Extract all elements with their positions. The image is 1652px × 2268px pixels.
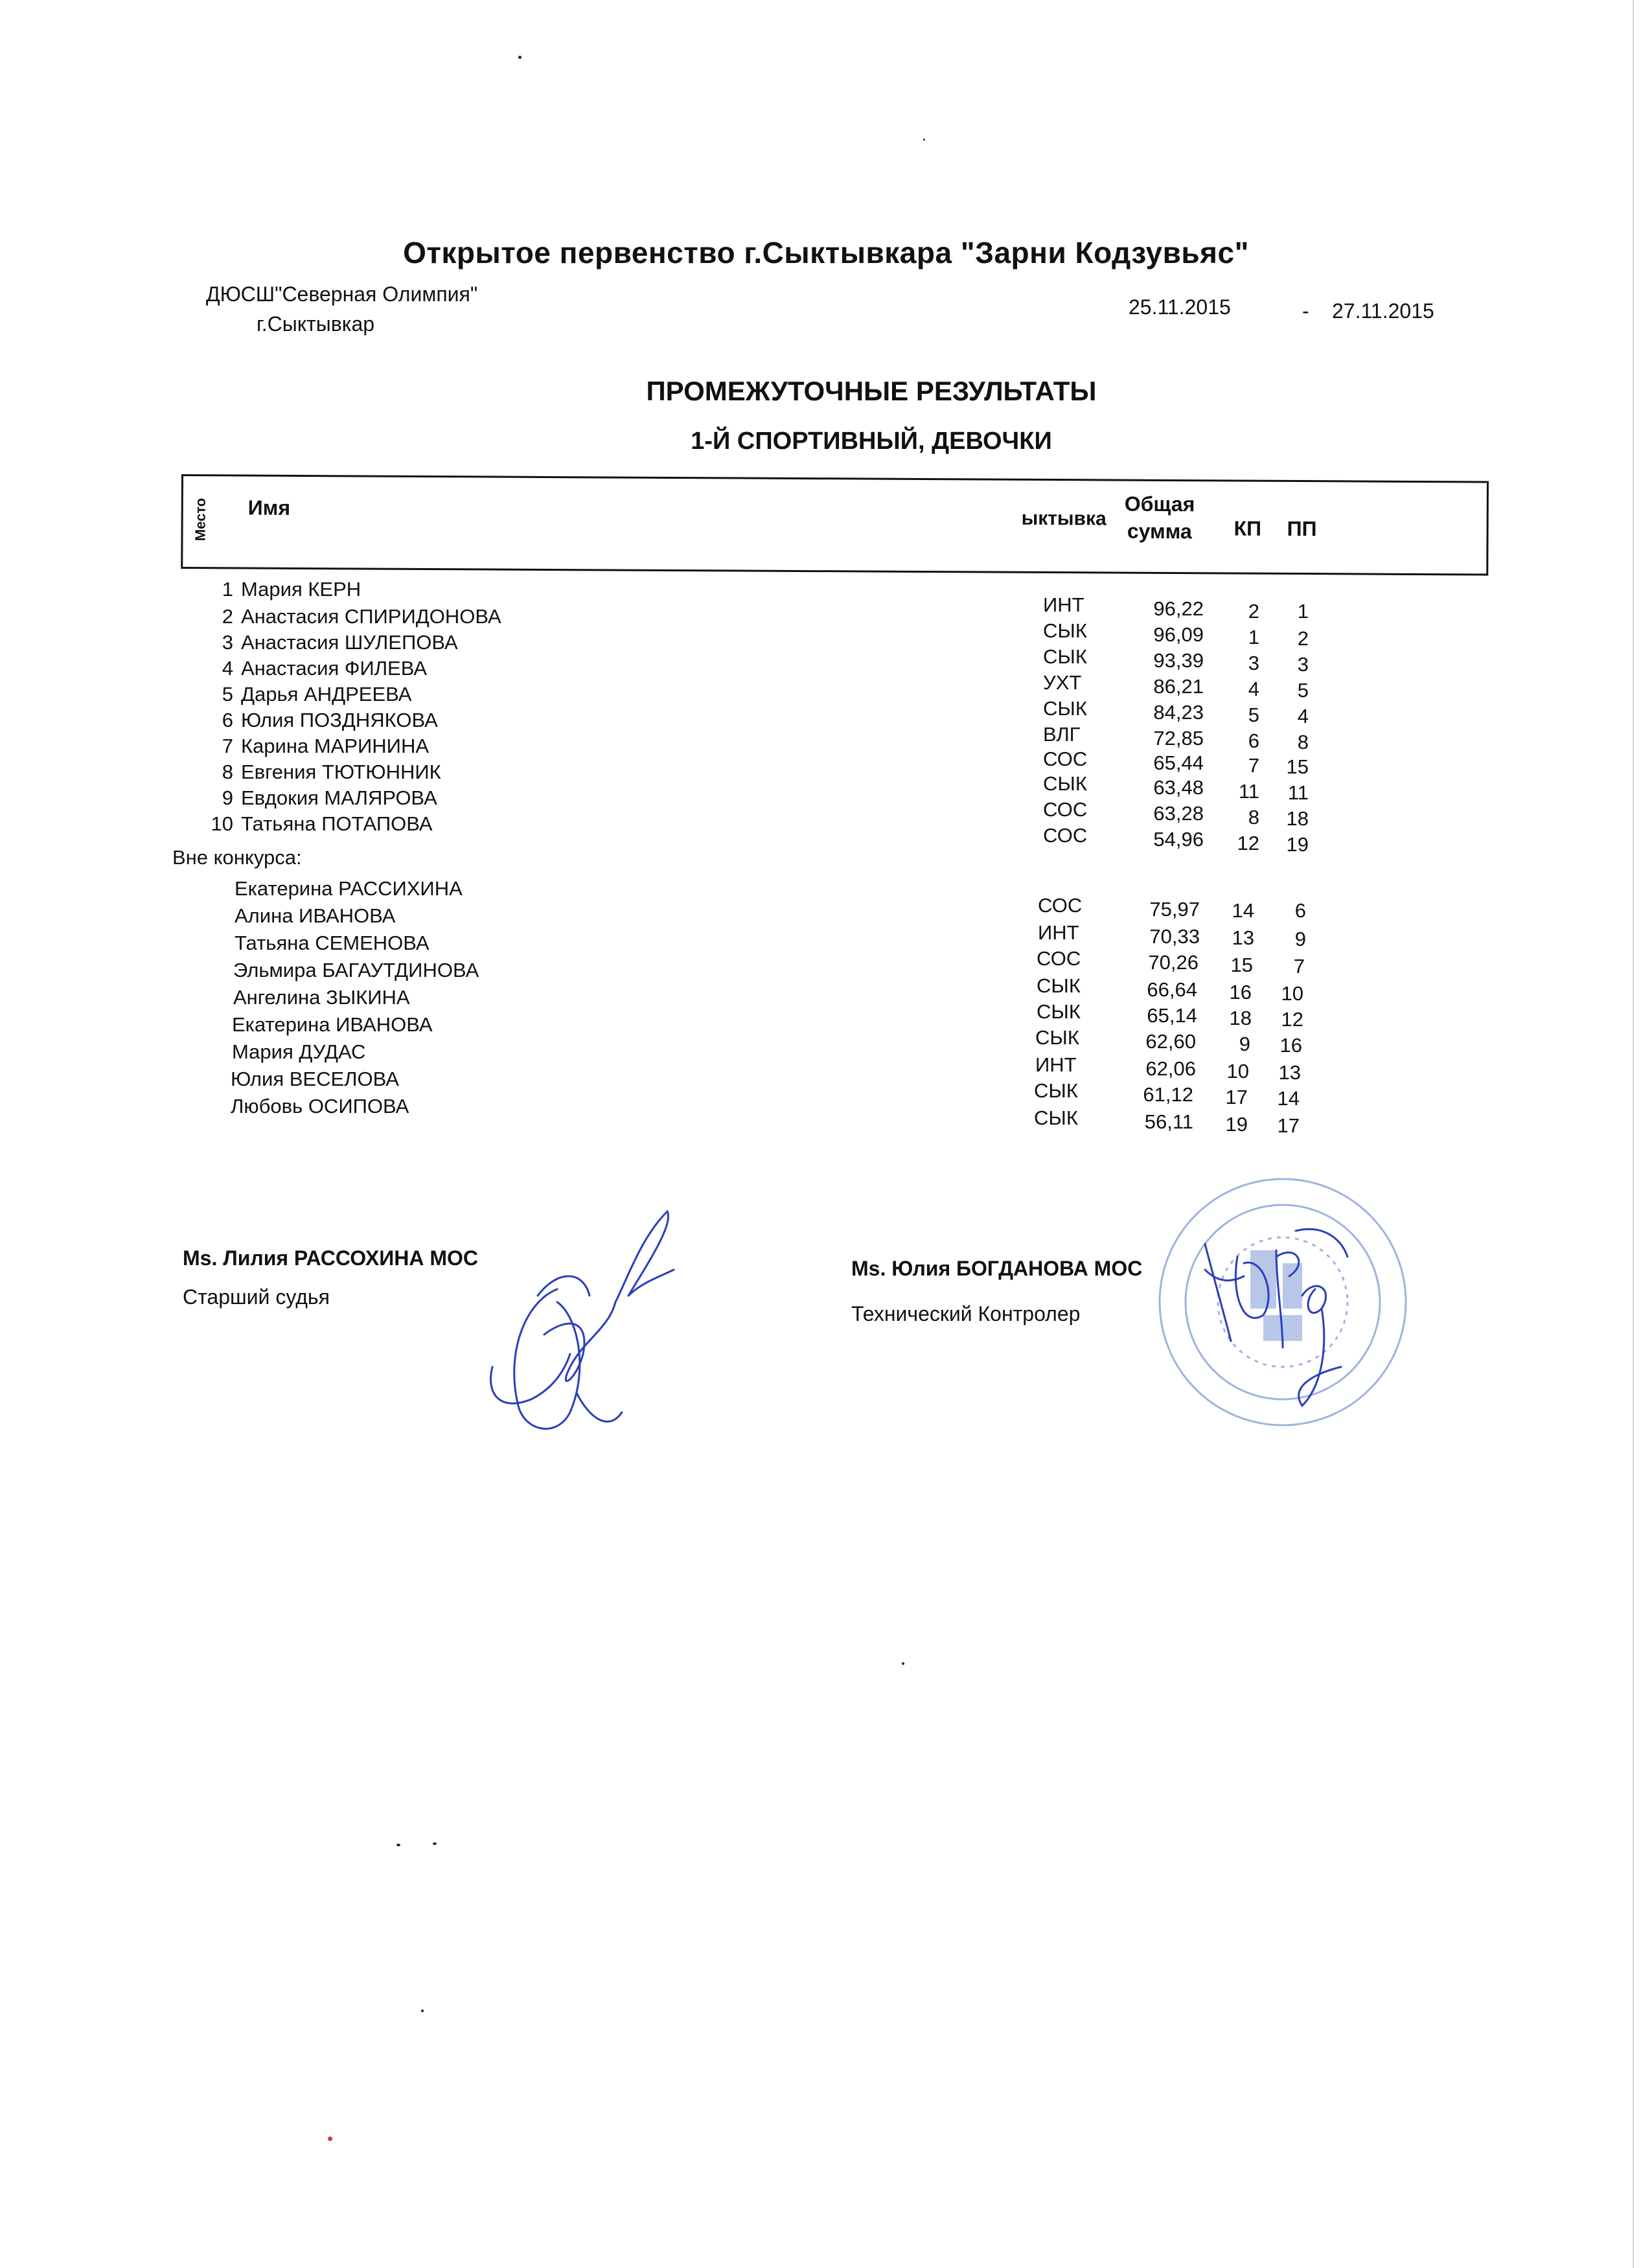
club: СЫК <box>1043 697 1087 720</box>
kp-place: 5 <box>1248 704 1259 726</box>
total-score: 72,85 <box>1153 727 1204 750</box>
kp-place: 9 <box>1239 1033 1250 1055</box>
technical-controller-name: Ms. Юлия БОГДАНОВА МОС <box>851 1257 1143 1280</box>
pp-place: 3 <box>1297 653 1309 676</box>
kp-place: 8 <box>1248 806 1259 829</box>
athlete-name: Татьяна ПОТАПОВА <box>241 812 433 835</box>
pp-place: 19 <box>1286 833 1309 856</box>
kp-place: 4 <box>1248 678 1259 700</box>
pp-place: 8 <box>1297 731 1309 753</box>
kp-place: 6 <box>1248 729 1259 752</box>
pp-place: 7 <box>1293 955 1305 978</box>
athlete-name: Мария КЕРН <box>241 578 361 601</box>
results-heading: ПРОМЕЖУТОЧНЫЕ РЕЗУЛЬТАТЫ <box>646 376 1097 406</box>
rank: 6 <box>222 709 233 731</box>
scan-speck <box>923 139 925 141</box>
pp-place: 12 <box>1281 1008 1303 1031</box>
pp-place: 15 <box>1286 755 1309 778</box>
scan-speck <box>902 1662 904 1665</box>
kp-place: 13 <box>1232 926 1254 949</box>
pp-place: 4 <box>1297 705 1309 727</box>
club: СОС <box>1038 894 1083 917</box>
date-start: 25.11.2015 <box>1129 295 1231 319</box>
table-row <box>0 812 1652 856</box>
total-score: 65,14 <box>1147 1004 1197 1027</box>
total-score: 62,60 <box>1145 1030 1196 1053</box>
kp-place: 14 <box>1232 899 1254 922</box>
club: СОС <box>1043 824 1088 847</box>
rank: 10 <box>211 812 233 835</box>
club: СЫК <box>1034 1106 1078 1129</box>
date-separator: - <box>1302 299 1309 323</box>
organization-city: г.Сыктывкар <box>257 312 375 336</box>
athlete-name: Анастасия ФИЛЕВА <box>241 657 428 680</box>
athlete-name: Карина МАРИНИНА <box>241 735 430 757</box>
header-pp: ПП <box>1287 516 1317 541</box>
pp-place: 5 <box>1297 679 1309 702</box>
scan-speck <box>396 1844 400 1846</box>
kp-place: 3 <box>1248 652 1259 674</box>
rank: 8 <box>222 761 233 783</box>
club: ИНТ <box>1043 593 1084 616</box>
total-score: 63,48 <box>1153 776 1204 799</box>
total-score: 62,06 <box>1145 1057 1196 1080</box>
club: СЫК <box>1035 1026 1079 1049</box>
organization-name: ДЮСШ"Северная Олимпия" <box>206 282 478 306</box>
club: СЫК <box>1037 1000 1081 1023</box>
pp-place: 16 <box>1279 1034 1302 1057</box>
scan-speck <box>433 1842 437 1845</box>
total-score: 65,44 <box>1153 751 1204 774</box>
pp-place: 14 <box>1277 1087 1300 1110</box>
kp-place: 1 <box>1248 626 1259 648</box>
athlete-name: Любовь ОСИПОВА <box>231 1095 409 1117</box>
page-edge <box>1633 0 1634 2268</box>
athlete-name: Алина ИВАНОВА <box>235 904 396 927</box>
club: СОС <box>1037 947 1081 970</box>
header-kp: КП <box>1233 516 1262 540</box>
document-title: Открытое первенство г.Сыктывкара "Зарни Кодзувьяс" <box>403 236 1249 269</box>
total-score: 96,22 <box>1153 597 1204 620</box>
kp-place: 15 <box>1230 954 1253 976</box>
chief-judge-role: Старший судья <box>183 1285 330 1309</box>
club: ВЛГ <box>1043 723 1081 746</box>
chief-judge-signature-icon <box>479 1198 700 1471</box>
total-score: 93,39 <box>1153 649 1204 672</box>
total-score: 70,26 <box>1148 951 1199 974</box>
kp-place: 10 <box>1226 1060 1249 1082</box>
athlete-name: Эльмира БАГАУТДИНОВА <box>233 959 479 981</box>
rank: 7 <box>222 735 233 757</box>
technical-controller-signature-icon <box>1192 1218 1360 1425</box>
athlete-name: Дарья АНДРЕЕВА <box>241 683 412 705</box>
pp-place: 1 <box>1297 600 1309 623</box>
kp-place: 18 <box>1229 1007 1252 1029</box>
rank: 2 <box>222 605 233 628</box>
rank: 5 <box>222 683 233 705</box>
table-header <box>181 474 1489 576</box>
club: СЫК <box>1034 1079 1078 1102</box>
kp-place: 19 <box>1225 1113 1248 1136</box>
kp-place: 7 <box>1248 754 1259 777</box>
athlete-name: Евгения ТЮТЮННИК <box>241 761 441 783</box>
athlete-name: Татьяна СЕМЕНОВА <box>235 932 430 954</box>
pp-place: 9 <box>1294 928 1306 950</box>
club: СОС <box>1043 798 1088 821</box>
athlete-name: Анастасия СПИРИДОНОВА <box>241 605 501 628</box>
technical-controller-role: Технический Контролер <box>851 1302 1081 1325</box>
athlete-name: Ангелина ЗЫКИНА <box>233 986 410 1009</box>
kp-place: 11 <box>1238 780 1259 803</box>
club: ИНТ <box>1038 921 1079 944</box>
athlete-name: Екатерина РАССИХИНА <box>235 877 463 900</box>
club: УХТ <box>1043 671 1082 694</box>
total-score: 86,21 <box>1153 675 1204 698</box>
total-score: 84,23 <box>1153 701 1204 724</box>
total-score: 54,96 <box>1153 828 1204 851</box>
athlete-name: Юлия ПОЗДНЯКОВА <box>241 709 438 731</box>
pp-place: 10 <box>1281 982 1303 1005</box>
category-heading: 1-Й СПОРТИВНЫЙ, ДЕВОЧКИ <box>691 428 1052 455</box>
header-name: Имя <box>247 496 291 520</box>
pp-place: 17 <box>1277 1114 1300 1137</box>
scan-speck <box>518 56 522 59</box>
header-total <box>1124 490 1195 545</box>
date-end: 27.11.2015 <box>1332 299 1434 323</box>
header-place: Место <box>192 498 209 542</box>
athlete-name: Анастасия ШУЛЕПОВА <box>241 631 458 654</box>
athlete-name: Екатерина ИВАНОВА <box>232 1013 433 1036</box>
table-row <box>0 1095 1652 1137</box>
club: ИНТ <box>1035 1053 1077 1076</box>
total-score: 66,64 <box>1147 978 1197 1001</box>
club: СОС <box>1043 748 1088 770</box>
total-score: 96,09 <box>1153 623 1204 646</box>
total-score: 56,11 <box>1144 1110 1193 1133</box>
total-score: 61,12 <box>1143 1083 1193 1106</box>
kp-place: 17 <box>1225 1086 1248 1108</box>
scan-speck <box>421 2010 424 2012</box>
pp-place: 13 <box>1278 1061 1301 1084</box>
out-of-competition-label: Вне конкурса: <box>172 846 302 869</box>
club: СЫК <box>1043 619 1087 642</box>
pp-place: 18 <box>1286 807 1309 830</box>
club: СЫК <box>1043 772 1087 795</box>
kp-place: 12 <box>1237 832 1259 854</box>
club: СЫК <box>1037 974 1081 997</box>
rank: 9 <box>222 786 233 809</box>
total-score: 63,28 <box>1153 802 1204 825</box>
kp-place: 2 <box>1248 600 1259 623</box>
rank: 3 <box>222 631 233 654</box>
total-score: 70,33 <box>1149 925 1200 948</box>
athlete-name: Юлия ВЕСЕЛОВА <box>231 1068 399 1090</box>
total-score: 75,97 <box>1149 898 1200 921</box>
header-total-line1: Общая <box>1124 492 1195 516</box>
pp-place: 6 <box>1294 899 1306 922</box>
pp-place: 11 <box>1287 781 1309 804</box>
athlete-name: Мария ДУДАС <box>232 1040 366 1063</box>
kp-place: 16 <box>1229 981 1252 1003</box>
chief-judge-name: Ms. Лилия РАССОХИНА МОС <box>183 1246 478 1270</box>
scan-speck <box>328 2136 332 2141</box>
pp-place: 2 <box>1297 627 1309 650</box>
athlete-name: Евдокия МАЛЯРОВА <box>241 786 437 809</box>
header-total-line2: сумма <box>1127 519 1192 544</box>
rank: 4 <box>222 657 233 680</box>
header-club: ыктывка <box>1021 507 1107 530</box>
rank: 1 <box>222 578 233 601</box>
club: СЫК <box>1043 645 1087 668</box>
